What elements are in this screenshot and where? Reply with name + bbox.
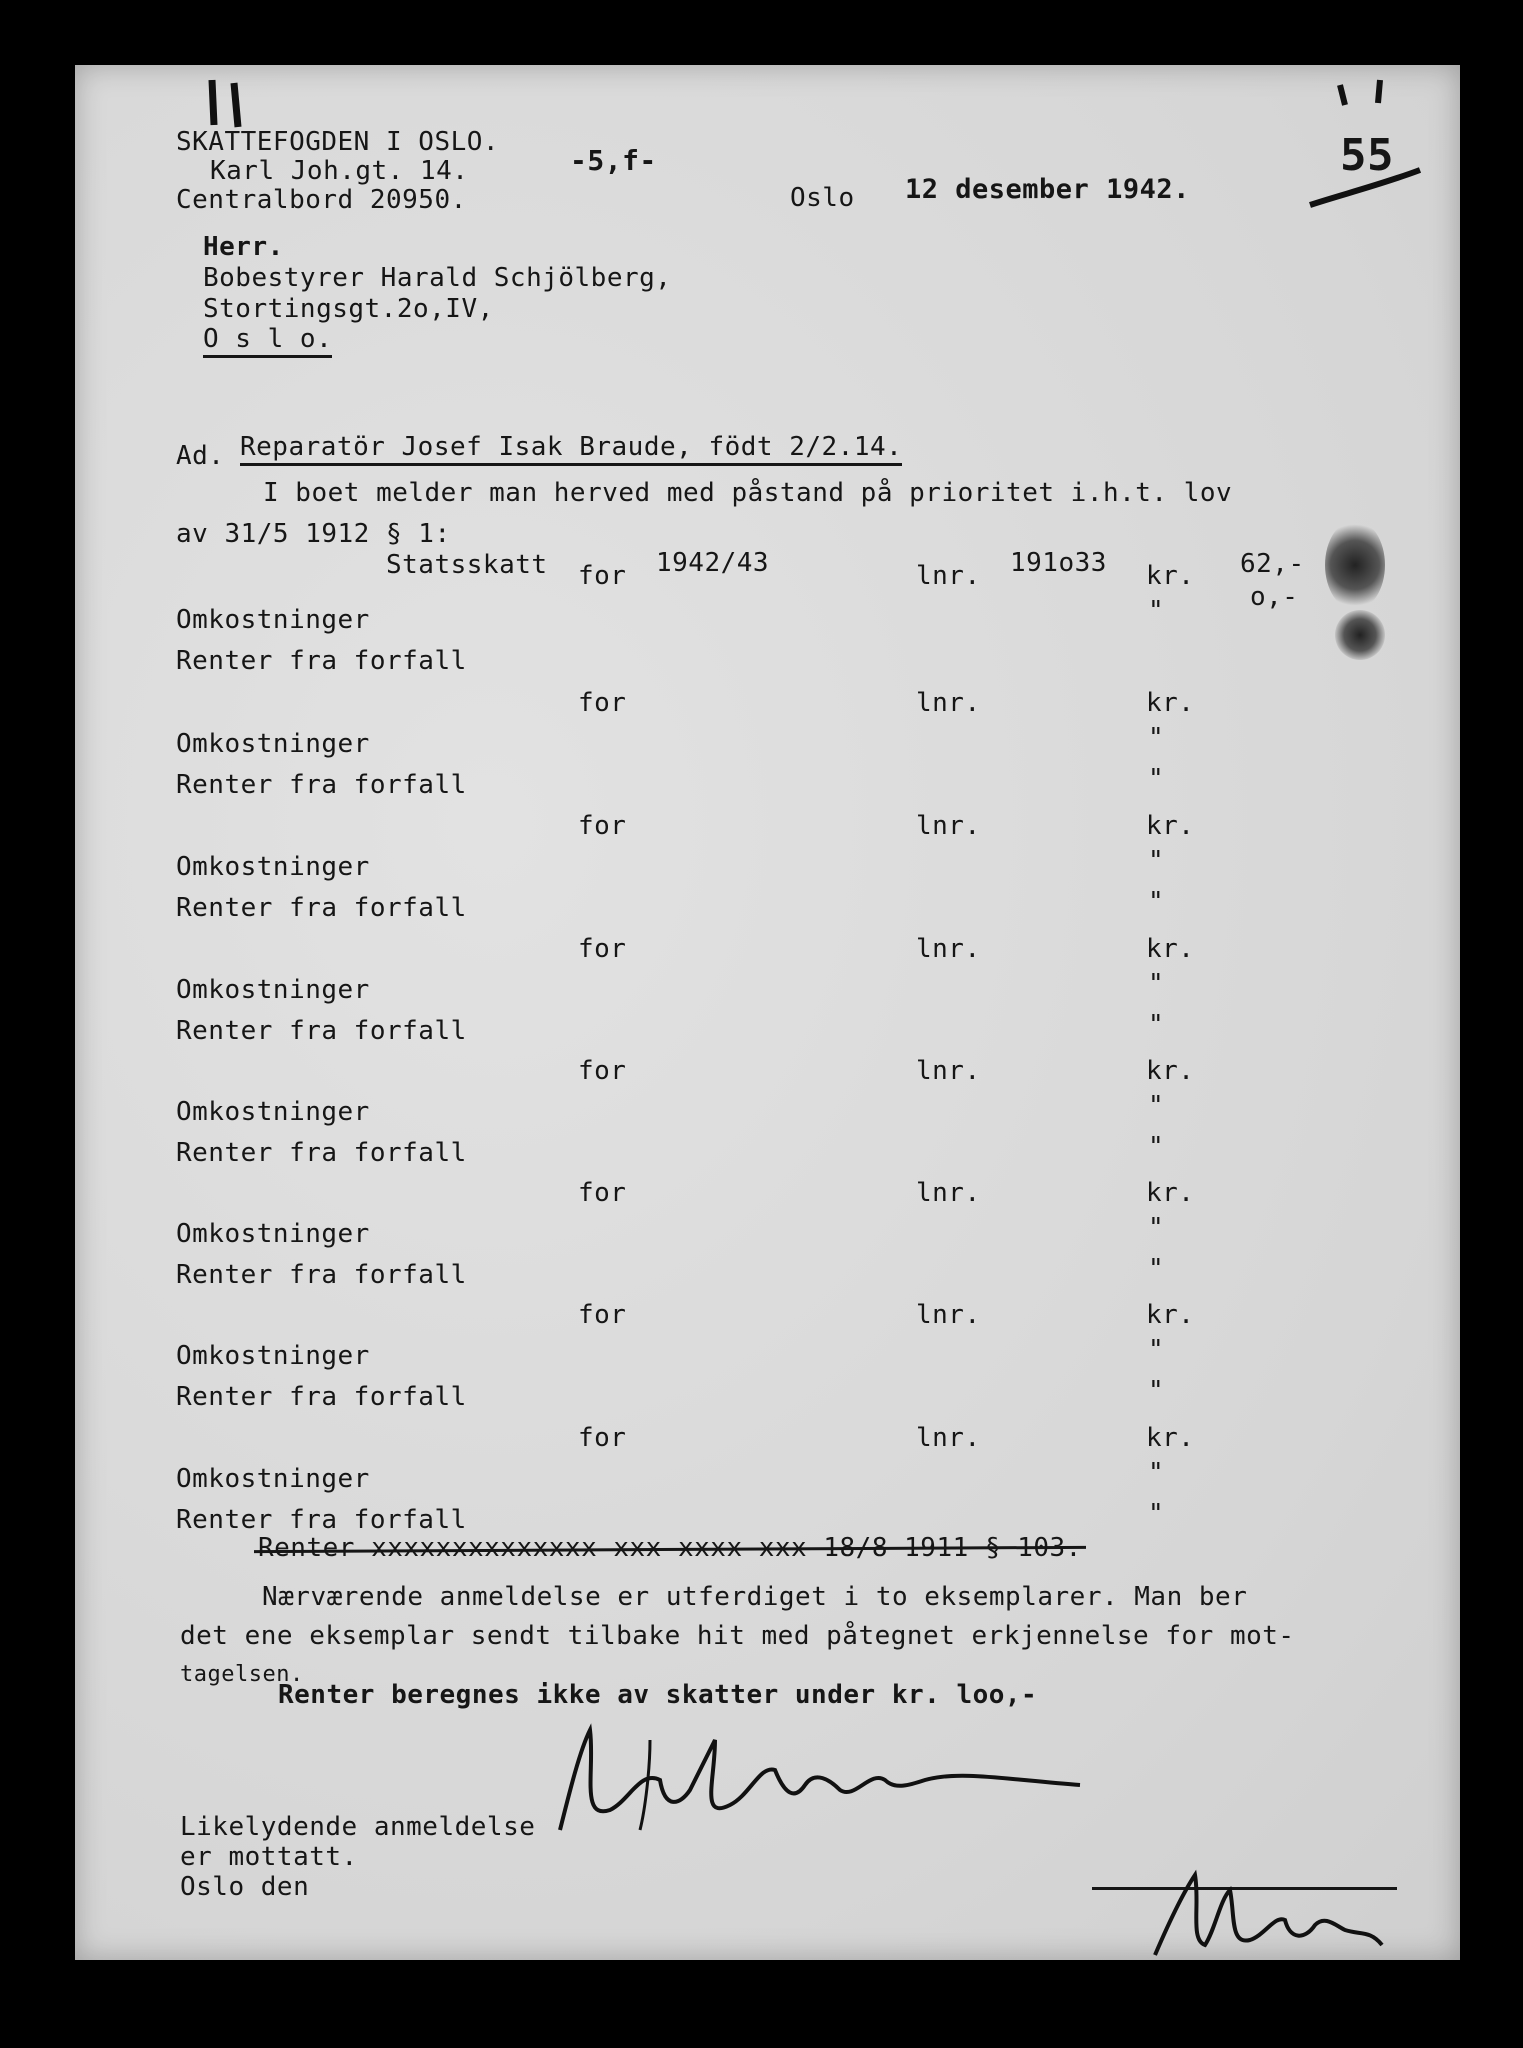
block-lnr-label: lnr.	[916, 1178, 981, 1208]
block-ditto-mark: "	[1148, 969, 1165, 999]
block-ditto-mark: "	[1148, 1213, 1165, 1243]
block-lnr-label: lnr.	[916, 811, 981, 841]
note-line-3: tagelsen.	[180, 1662, 304, 1687]
block-costs-label: Omkostninger	[176, 1097, 370, 1127]
block-ditto-mark: "	[1148, 846, 1165, 876]
block-lnr-label: lnr.	[916, 1056, 981, 1086]
ink-mark-top-left	[200, 75, 260, 135]
block-for-label: for	[578, 1056, 627, 1086]
reference-number: -5,f-	[570, 144, 657, 177]
block-for-label: for	[578, 1423, 627, 1453]
subject-prefix: Ad.	[176, 441, 225, 471]
claim-amount-2: o,-	[1250, 582, 1299, 612]
block-kr-label: kr.	[1146, 1178, 1195, 1208]
block-kr-label: kr.	[1146, 688, 1195, 718]
block-interest-label: Renter fra forfall	[176, 1382, 467, 1412]
block-lnr-label: lnr.	[916, 1423, 981, 1453]
block-ditto-mark: "	[1148, 1254, 1165, 1284]
letter-date: 12 desember 1942.	[905, 174, 1190, 205]
page-mark: 55	[1340, 130, 1394, 181]
second-signature	[1150, 1860, 1390, 1970]
block-interest-label: Renter fra forfall	[176, 646, 467, 676]
block-kr-label: kr.	[1146, 934, 1195, 964]
block-costs-label: Omkostninger	[176, 729, 370, 759]
block-kr-label: kr.	[1146, 811, 1195, 841]
block-kr-label: kr.	[1146, 1423, 1195, 1453]
ink-blot-right-2	[1335, 610, 1385, 660]
block-costs-label: Omkostninger	[176, 605, 370, 635]
claim-ditto: "	[1148, 596, 1165, 626]
block-interest-label: Renter fra forfall	[176, 1505, 467, 1535]
block-for-label: for	[578, 1300, 627, 1330]
recipient-name: Bobestyrer Harald Schjölberg,	[203, 263, 672, 293]
ink-mark-top-right	[1300, 75, 1430, 215]
block-ditto-mark: "	[1148, 1010, 1165, 1040]
receipt-line-1: Likelydende anmeldelse	[180, 1812, 536, 1842]
block-for-label: for	[578, 934, 627, 964]
block-ditto-mark: "	[1148, 1091, 1165, 1121]
letter-place: Oslo	[790, 183, 855, 213]
block-kr-label: kr.	[1146, 1300, 1195, 1330]
claim-for-label: for	[578, 561, 627, 591]
block-ditto-mark: "	[1148, 1499, 1165, 1529]
block-ditto-mark: "	[1148, 1335, 1165, 1365]
office-address: Karl Joh.gt. 14.	[210, 156, 469, 186]
ink-blot-right-1	[1325, 520, 1385, 610]
claim-kr-label: kr.	[1146, 561, 1195, 591]
intro-line-2: av 31/5 1912 § 1:	[176, 519, 451, 549]
block-ditto-mark: "	[1148, 723, 1165, 753]
block-costs-label: Omkostninger	[176, 975, 370, 1005]
block-kr-label: kr.	[1146, 1056, 1195, 1086]
claim-lnr-label: lnr.	[916, 561, 981, 591]
recipient-salutation: Herr.	[203, 232, 284, 262]
block-lnr-label: lnr.	[916, 688, 981, 718]
note-line-2: det ene eksemplar sendt tilbake hit med påtegnet erkjennelse for mot-	[180, 1621, 1295, 1651]
subject-text: Reparatör Josef Isak Braude, födt 2/2.14.	[240, 432, 902, 466]
block-interest-label: Renter fra forfall	[176, 1016, 467, 1046]
block-for-label: for	[578, 811, 627, 841]
block-costs-label: Omkostninger	[176, 1341, 370, 1371]
block-ditto-mark: "	[1148, 887, 1165, 917]
receipt-line-2: er mottatt.	[180, 1842, 358, 1872]
block-lnr-label: lnr.	[916, 934, 981, 964]
block-interest-label: Renter fra forfall	[176, 770, 467, 800]
block-lnr-label: lnr.	[916, 1300, 981, 1330]
intro-line-1: I boet melder man herved med påstand på prioritet i.h.t. lov	[263, 478, 1233, 508]
bold-note: Renter beregnes ikke av skatter under kr. loo,-	[278, 1680, 1038, 1710]
office-phone: Centralbord 20950.	[176, 185, 467, 215]
block-costs-label: Omkostninger	[176, 1464, 370, 1494]
block-ditto-mark: "	[1148, 1132, 1165, 1162]
recipient-city: O s l o.	[203, 324, 332, 358]
main-signature	[540, 1710, 1100, 1860]
block-costs-label: Omkostninger	[176, 852, 370, 882]
receipt-line-3: Oslo den	[180, 1872, 310, 1902]
block-ditto-mark: "	[1148, 1376, 1165, 1406]
struck-line: Renter xxxxxxxxxxxxxx xxx xxxx xxx 18/8 1911 § 103.	[258, 1533, 1082, 1563]
note-line-1: Nærværende anmeldelse er utferdiget i to eksemplarer. Man ber	[262, 1582, 1248, 1612]
block-for-label: for	[578, 1178, 627, 1208]
claim-lnr-value: 191o33	[1010, 548, 1107, 578]
block-costs-label: Omkostninger	[176, 1219, 370, 1249]
claim-year: 1942/43	[656, 548, 770, 578]
block-interest-label: Renter fra forfall	[176, 1138, 467, 1168]
block-interest-label: Renter fra forfall	[176, 1260, 467, 1290]
block-for-label: for	[578, 688, 627, 718]
block-ditto-mark: "	[1148, 764, 1165, 794]
recipient-street: Stortingsgt.2o,IV,	[203, 294, 494, 324]
claim-type: Statsskatt	[386, 550, 548, 580]
block-ditto-mark: "	[1148, 1458, 1165, 1488]
block-interest-label: Renter fra forfall	[176, 893, 467, 923]
claim-amount: 62,-	[1240, 549, 1305, 579]
office-name: SKATTEFOGDEN I OSLO.	[176, 127, 500, 157]
